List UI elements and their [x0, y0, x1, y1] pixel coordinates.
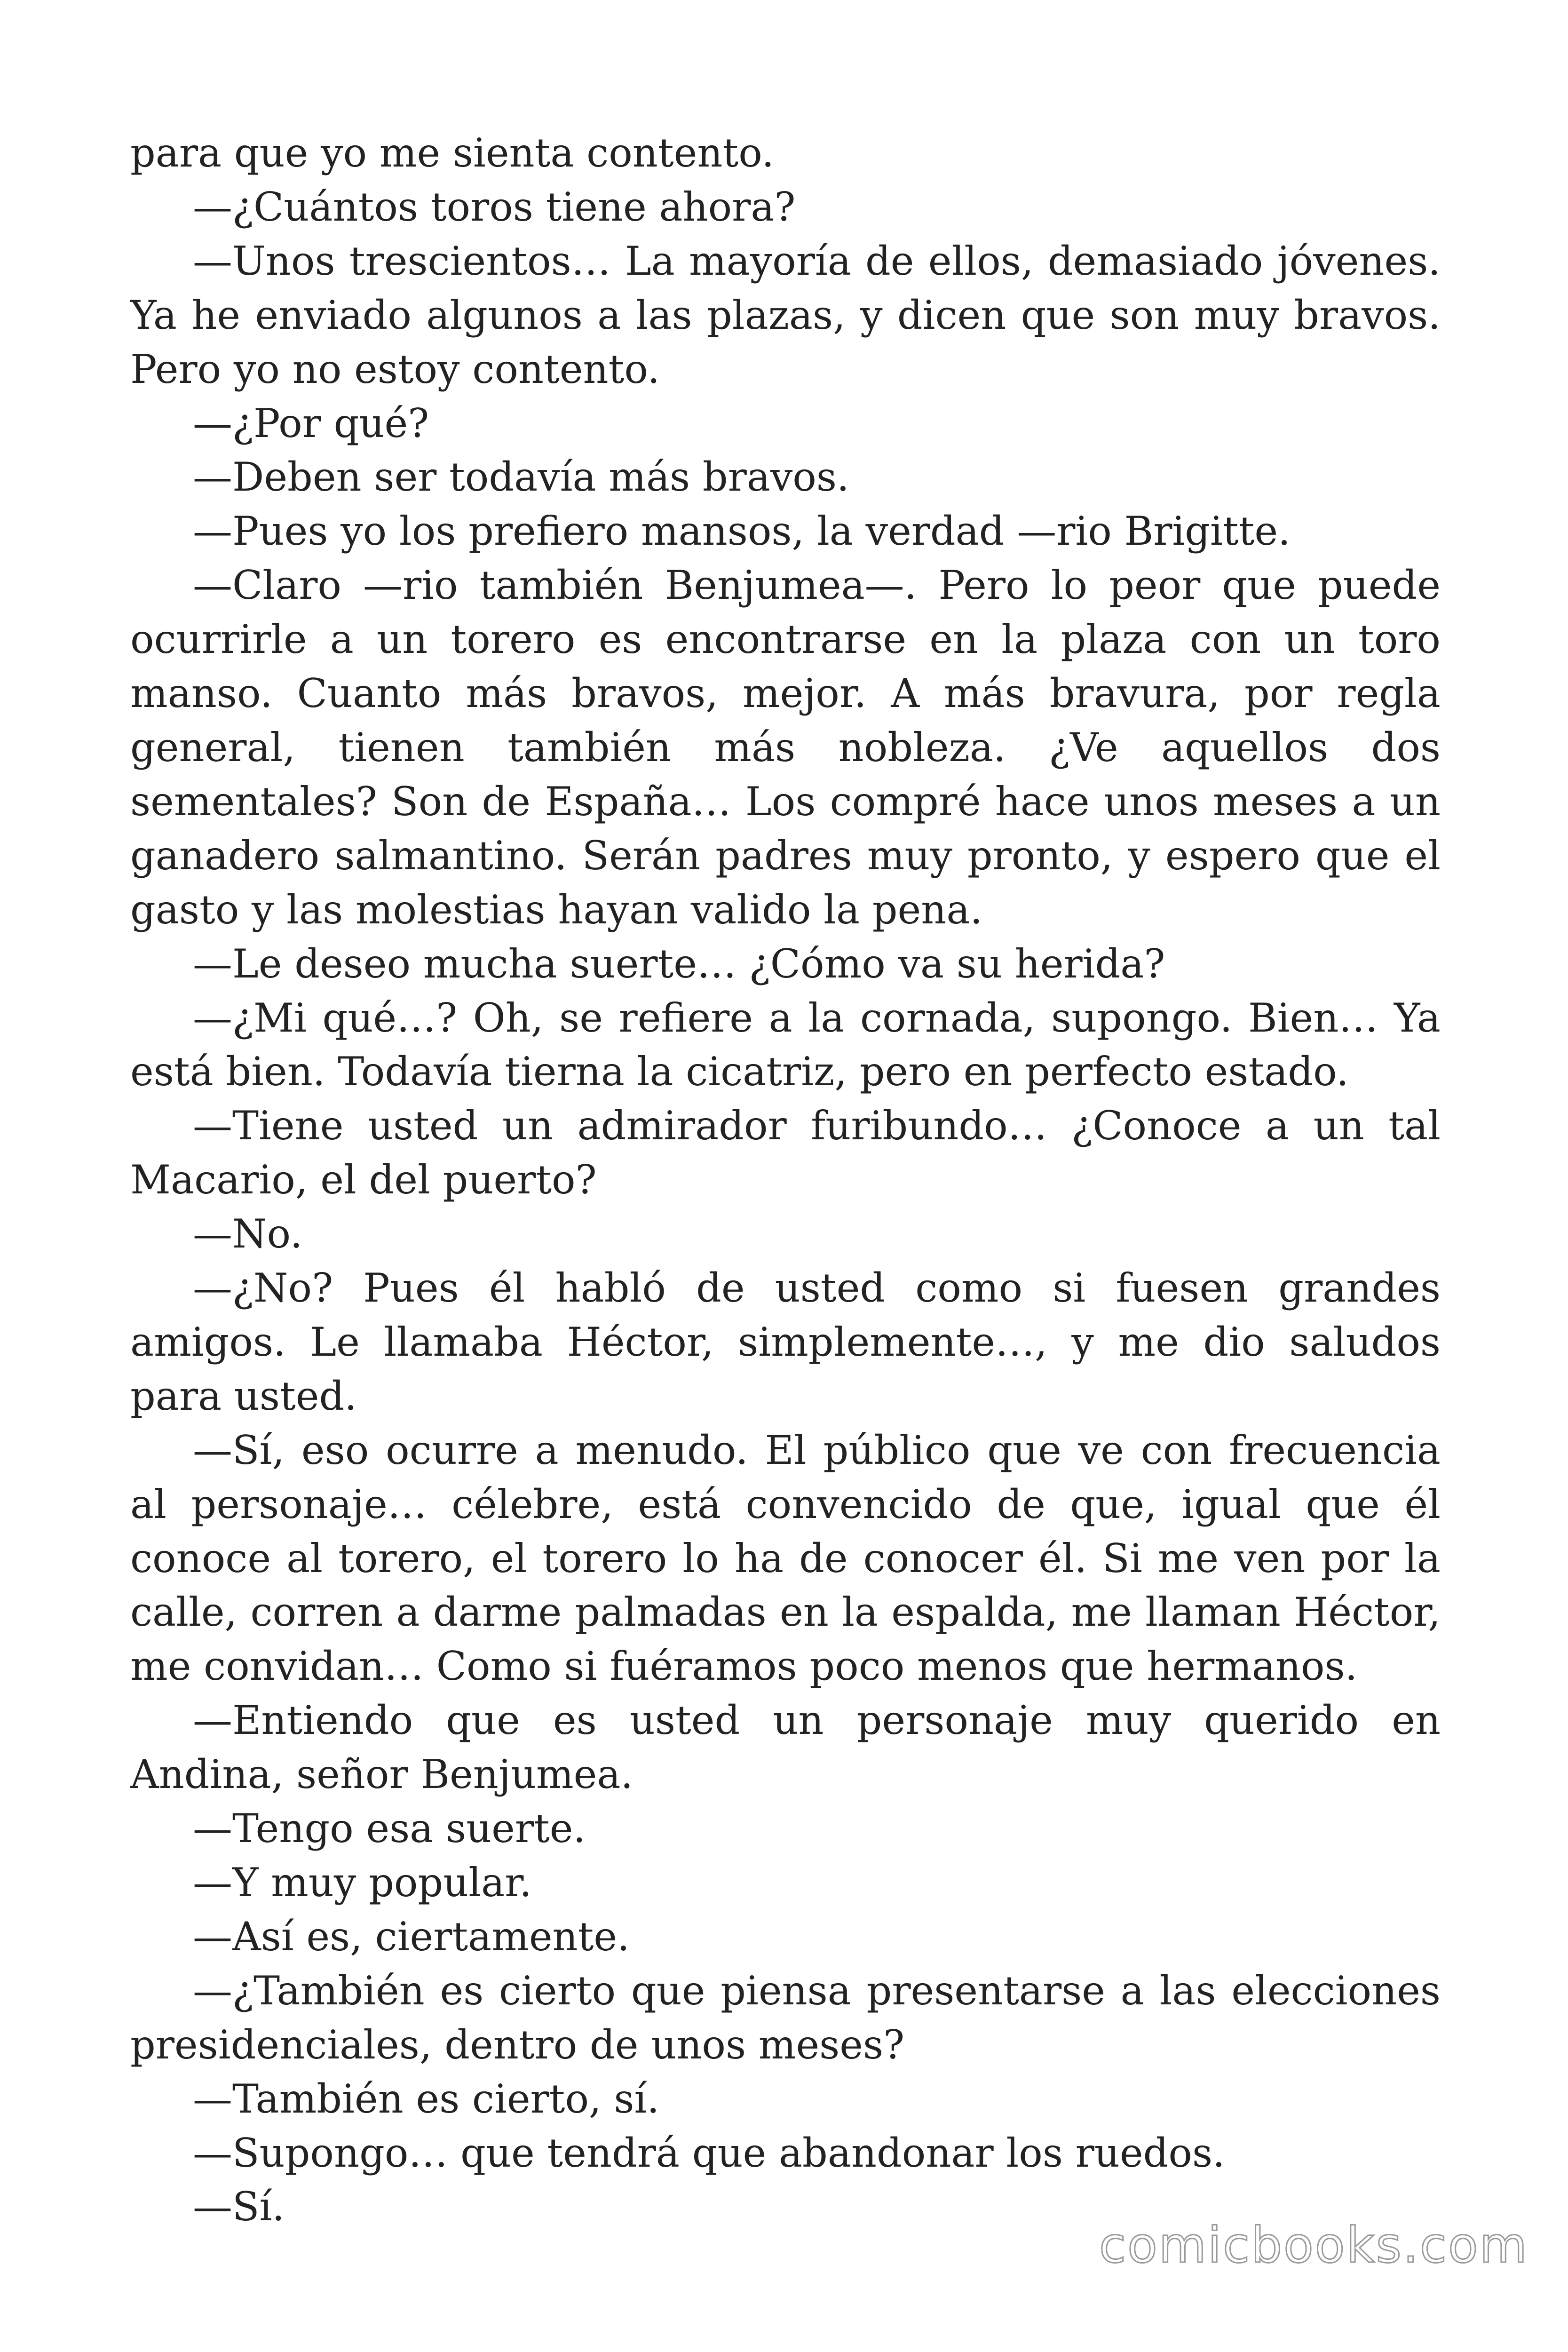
watermark-logo: comicbooks.com [1099, 2217, 1528, 2274]
book-page-text [130, 126, 1441, 2234]
paragraph: —Le deseo mucha suerte… ¿Cómo va su herida? [193, 940, 1165, 987]
paragraph: —¿Mi qué…? Oh, se refiere a la cornada, supongo. Bien… Ya está bien. Todavía tierna la cicatriz, pero en perfecto estado. [130, 994, 1441, 1095]
paragraph: —Tiene usted un admirador furibundo… ¿Conoce a un tal Macario, el del puerto? [130, 1103, 1441, 1203]
paragraph: para que yo me sienta contento. [130, 130, 775, 176]
paragraph: —Deben ser todavía más bravos. [193, 454, 849, 501]
paragraph: —Supongo… que tendrá que abandonar los ruedos. [193, 2130, 1225, 2176]
paragraph: —¿Cuántos toros tiene ahora? [193, 183, 796, 230]
paragraph: —¿Por qué? [193, 400, 429, 446]
paragraph: —Y muy popular. [193, 1859, 532, 1906]
paragraph: —Sí. [193, 2184, 285, 2230]
paragraph: —También es cierto, sí. [193, 2075, 660, 2122]
paragraph: —¿No? Pues él habló de usted como si fuesen grandes amigos. Le llamaba Héctor, simplemente…, y me dio saludos para usted. [130, 1265, 1441, 1419]
paragraph: —Pues yo los prefiero mansos, la verdad —rio Brigitte. [193, 508, 1291, 555]
paragraph: —Claro —rio también Benjumea—. Pero lo peor que puede ocurrirle a un torero es encontrarse en la plaza con un toro manso. Cuanto más bravos, mejor. A más bravura, por regla general, tienen también más nobleza. ¿Ve aquellos dos sementales? Son de España… Los compré hace unos meses a un ganadero salmantino. Serán padres muy pronto, y espero que el gasto y las molestias hayan valido la pena. [130, 562, 1441, 933]
paragraph: —Unos trescientos… La mayoría de ellos, demasiado jóvenes. Ya he enviado algunos a las plazas, y dicen que son muy bravos. Pero yo no estoy contento. [130, 238, 1441, 392]
paragraph: —¿También es cierto que piensa presentarse a las elecciones presidenciales, dentro de unos meses? [130, 1967, 1441, 2068]
paragraph: —Así es, ciertamente. [193, 1913, 630, 1960]
paragraph: —No. [193, 1211, 303, 1257]
paragraph: —Entiendo que es usted un personaje muy querido en Andina, señor Benjumea. [130, 1697, 1441, 1798]
paragraph: —Tengo esa suerte. [193, 1805, 586, 1852]
paragraph: —Sí, eso ocurre a menudo. El público que ve con frecuencia al personaje… célebre, está convencido de que, igual que él conoce al torero, el torero lo ha de conocer él. Si me ven por la calle, corren a darme palmadas en la espalda, me llaman Héctor, me convidan… Como si fuéramos poco menos que hermanos. [130, 1427, 1441, 1690]
